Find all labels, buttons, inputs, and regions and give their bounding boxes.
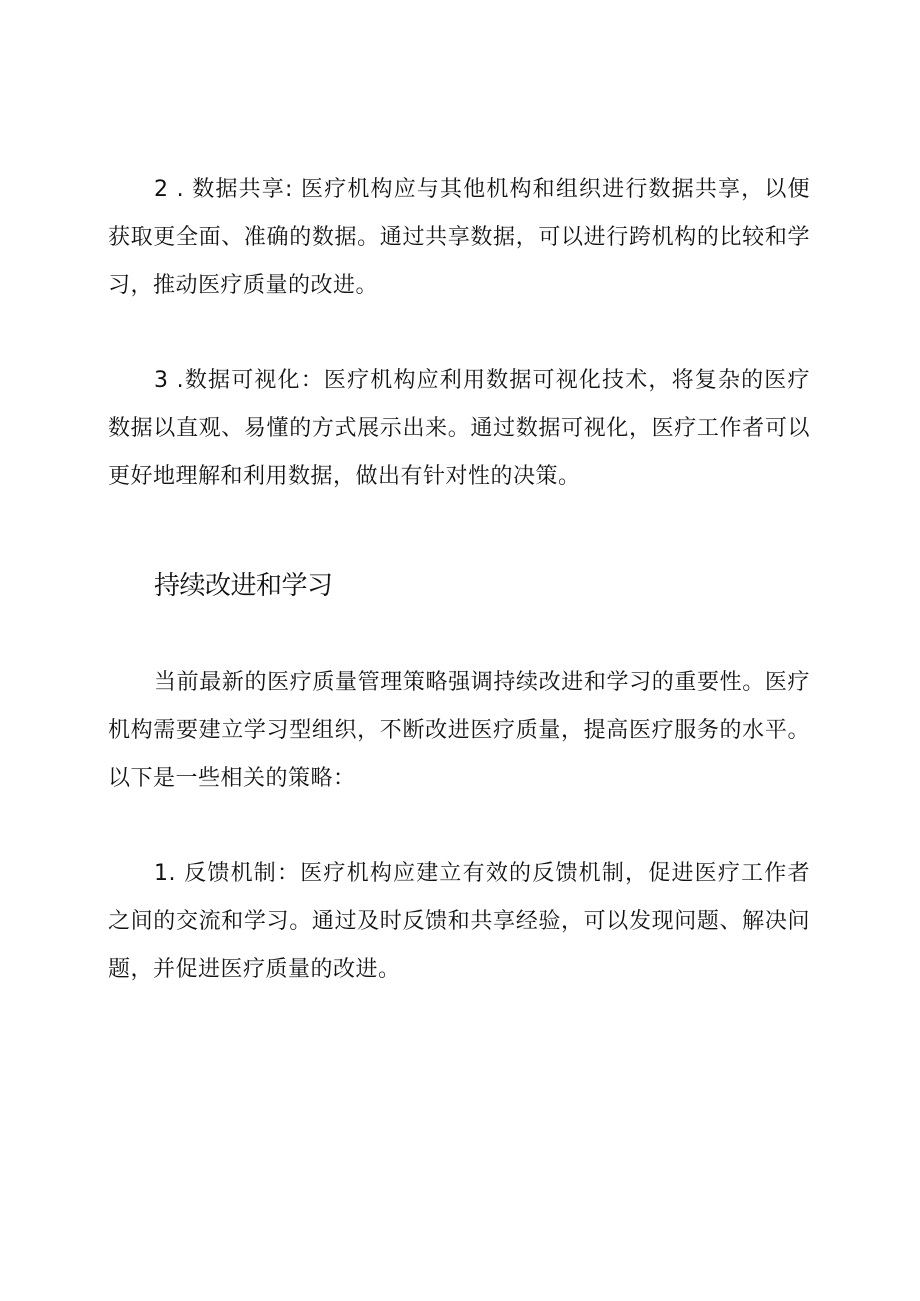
paragraph-data-sharing: 2 . 数据共享: 医疗机构应与其他机构和组织进行数据共享，以便获取更全面、准确的数据。通过共享数据，可以进行跨机构的比较和学习，推动医疗质量的改进。 xyxy=(108,177,810,298)
paragraph-data-visualization: 3 .数据可视化：医疗机构应利用数据可视化技术，将复杂的医疗数据以直观、易懂的方式展示出来。通过数据可视化，医疗工作者可以更好地理解和利用数据，做出有针对性的决策。 xyxy=(108,368,810,489)
paragraph-feedback-mechanism: 1. 反馈机制：医疗机构应建立有效的反馈机制，促进医疗工作者之间的交流和学习。通过及时反馈和共享经验，可以发现问题、解决问题，并促进医疗质量的改进。 xyxy=(108,861,810,982)
section-heading: 持续改进和学习 xyxy=(154,571,333,601)
paragraph-section-intro: 当前最新的医疗质量管理策略强调持续改进和学习的重要性。医疗机构需要建立学习型组织，不断改进医疗质量，提高医疗服务的水平。以下是一些相关的策略： xyxy=(108,670,810,791)
